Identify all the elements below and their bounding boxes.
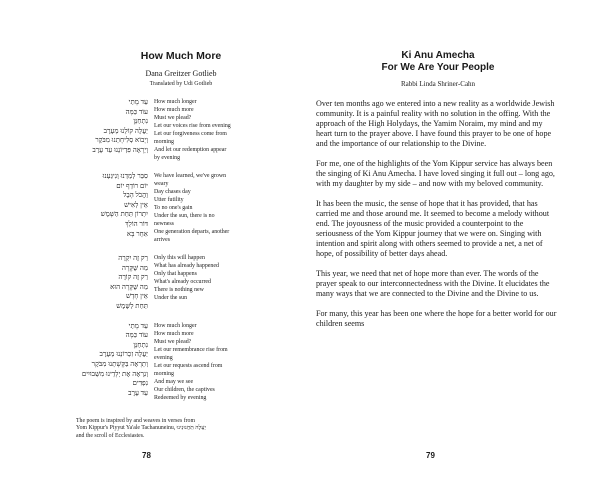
essay-paragraph: For me, one of the highlights of the Yom Kippur service has always been the singing of Ki Anu Amecha. I have loved singing it full out – long ago, with my daughter by my side – and now with my beloved community. xyxy=(316,159,555,188)
english-line: Must we plead? xyxy=(154,338,192,345)
hebrew-line: דּוֹר הוֹלֵךְ xyxy=(125,219,148,228)
hebrew-line: נִתְחַנֵּן xyxy=(133,340,148,349)
stanza-english xyxy=(154,172,286,244)
hebrew-line: וְתֵרָאֶה בַּקָּשָׁתֵנוּ מִבֹּקֶר xyxy=(91,359,148,368)
essay-title: Ki Anu Amecha xyxy=(401,50,475,61)
english-line: Under the sun, there is no xyxy=(154,213,215,219)
hebrew-line: אֵין חָדָשׁ xyxy=(125,292,148,301)
hebrew-line: וְיֵרָאֶה פִּדְיוֹנֵנוּ עַד עֶרֶב xyxy=(92,145,148,154)
stanza xyxy=(76,322,286,402)
poem-author: Dana Greitzer Gotlieb xyxy=(145,69,217,78)
stanza-english xyxy=(154,254,286,312)
english-line: Utter futility xyxy=(154,197,184,203)
english-line: And may we see xyxy=(154,378,194,385)
essay-paragraph: For many, this year has been one where the hope for a better world for our children seems xyxy=(316,309,557,328)
stanza xyxy=(76,254,286,312)
english-line: Let our voices rise from evening xyxy=(154,123,231,129)
right-page xyxy=(300,0,600,480)
english-line: Only that happens xyxy=(154,271,197,277)
english-line: arrives xyxy=(154,237,171,243)
english-line: One generation departs, another xyxy=(154,229,230,235)
hebrew-line: מַה שֶּׁקָּרָה הוּא xyxy=(110,282,148,291)
hebrew-line: יִתְרוֹן תַּחַת הַשָּׁמֶשׁ xyxy=(100,210,148,219)
hebrew-line: וְנִרְאֶה אֶת יְלָדֵינוּ מִשְּׁבוּיִים xyxy=(81,369,148,378)
hebrew-line: עוֹד כַּמָּה xyxy=(125,331,148,340)
essay-subtitle: For We Are Your People xyxy=(381,62,495,73)
stanza-english xyxy=(154,322,286,402)
hebrew-line: יוֹם רוֹדֵף יוֹם xyxy=(116,181,148,190)
hebrew-line: עַד מָתַי xyxy=(128,321,148,330)
english-line: evening xyxy=(154,354,173,361)
note-line: and the scroll of Ecclesiastes. xyxy=(76,432,145,439)
english-line: What has already happened xyxy=(154,263,219,269)
hebrew-line: מַה שֶּׁקָּרָה xyxy=(121,263,148,272)
english-line: How much more xyxy=(154,107,194,113)
hebrew-line: נִפְדִּים xyxy=(132,379,148,388)
poem-note xyxy=(76,418,286,441)
english-line: Must we plead? xyxy=(154,115,192,121)
english-line: Let our remembrance rise from xyxy=(154,346,228,353)
hebrew-line: נִתְחַנֵּן xyxy=(133,117,148,126)
english-line: Our children, the captives xyxy=(154,386,215,393)
poem-translator: Translated by Udi Gotlieb xyxy=(149,81,213,87)
hebrew-line: עַד עֶרֶב xyxy=(128,388,148,397)
english-line: Redeemed by evening xyxy=(154,394,207,401)
english-line: Only this will happen xyxy=(154,255,205,261)
english-line: by evening xyxy=(154,155,181,161)
english-line: Under the sun xyxy=(154,295,188,301)
hebrew-line: עוֹד כַּמָּה xyxy=(125,107,148,116)
hebrew-line: יַעֲלֶה קוֹלֵנוּ מֵעֶרֶב xyxy=(103,126,148,135)
hebrew-line: תַּחַת לַשֶּׁמֶשׁ xyxy=(116,301,148,310)
hebrew-line: אַחֵר בָּא xyxy=(126,229,148,238)
page-number-left: 78 xyxy=(142,451,151,460)
english-line: How much more xyxy=(154,330,194,337)
essay-author: Rabbi Linda Shriner-Cahn xyxy=(400,80,476,88)
stanza-hebrew xyxy=(76,254,154,312)
poem-stanzas xyxy=(76,98,286,402)
stanza-hebrew xyxy=(76,172,154,244)
stanza-hebrew xyxy=(76,98,154,162)
essay-paragraph: It has been the music, the sense of hope that it has provided, that has carried me and those around me. It seemed to become a melody without end. The joyousness of the music provided a counterpoint to the seriousness of the Yom Kippur journey that we were on. Singing with intention and spirit along with others seemed to provide a net, a net of hope, of possibility of better days ahead. xyxy=(316,199,550,258)
hebrew-line: עַד מָתַי xyxy=(128,98,148,106)
hebrew-line: יַעֲלֶה זִכְרוֹנֵנוּ מֵעֶרֶב xyxy=(99,350,148,359)
hebrew-line: סִבַּר לְמַדְנוּ וְנִיגַּעְנוּ xyxy=(102,172,148,180)
note-line: Yom Kippur's Piyyut Ya'ale Tachanuneinu, יַעֲלֶה תַּחֲנוּנֵינוּ xyxy=(76,425,207,432)
note-line: The poem is inspired by and weaves in verses from xyxy=(76,417,195,424)
english-line: morning xyxy=(154,370,174,377)
hebrew-line: וְיָבוֹא סְלִיחָתֵנוּ מִבֹּקֶר xyxy=(95,136,148,145)
hebrew-line: רַק זֶה קוֹרֶה xyxy=(118,273,148,282)
english-line: We have learned, we've grown xyxy=(154,173,227,179)
english-line: How much longer xyxy=(154,322,197,329)
poem-title: How Much More xyxy=(140,50,222,62)
stanza-hebrew xyxy=(76,322,154,402)
english-line: There is nothing new xyxy=(154,287,204,293)
english-line: weary xyxy=(154,181,169,187)
hebrew-line: אֵין לְאִישׁ xyxy=(124,200,148,209)
english-line: And let our redemption appear xyxy=(154,147,227,153)
english-line: Let our requests ascend from xyxy=(154,362,223,369)
page-number-right: 79 xyxy=(426,451,435,460)
stanza-english xyxy=(154,98,286,162)
english-line: newness xyxy=(154,221,174,227)
hebrew-line: רַק זֶה יִקְרֶה xyxy=(118,254,148,262)
english-line: To no one's gain xyxy=(154,205,193,211)
english-line: What's already occurred xyxy=(154,279,211,285)
stanza xyxy=(76,98,286,162)
stanza xyxy=(76,172,286,244)
english-line: morning xyxy=(154,139,174,145)
english-line: How much longer xyxy=(154,99,197,105)
english-line: Let our forgiveness come from xyxy=(154,131,227,137)
essay-paragraph: This year, we need that net of hope more than ever. The words of the prayer speak to our interconnectedness with the Divine. It elucidates the many ways that we are connected to the Divine and the Divine to us. xyxy=(316,269,550,298)
essay-paragraph: Over ten months ago we entered into a new reality as a worldwide Jewish community. It is a painful reality with no solution in the offing. With the approach of the High Holydays, the Yamim Noraim, my mind and my heart turn to the prayer above. I have found this prayer to be one of hope and the importance of our relationship to the Divine. xyxy=(316,99,555,148)
english-line: Day chases day xyxy=(154,189,191,195)
hebrew-line: וַהֲכֹל הָבֶל xyxy=(123,191,148,200)
